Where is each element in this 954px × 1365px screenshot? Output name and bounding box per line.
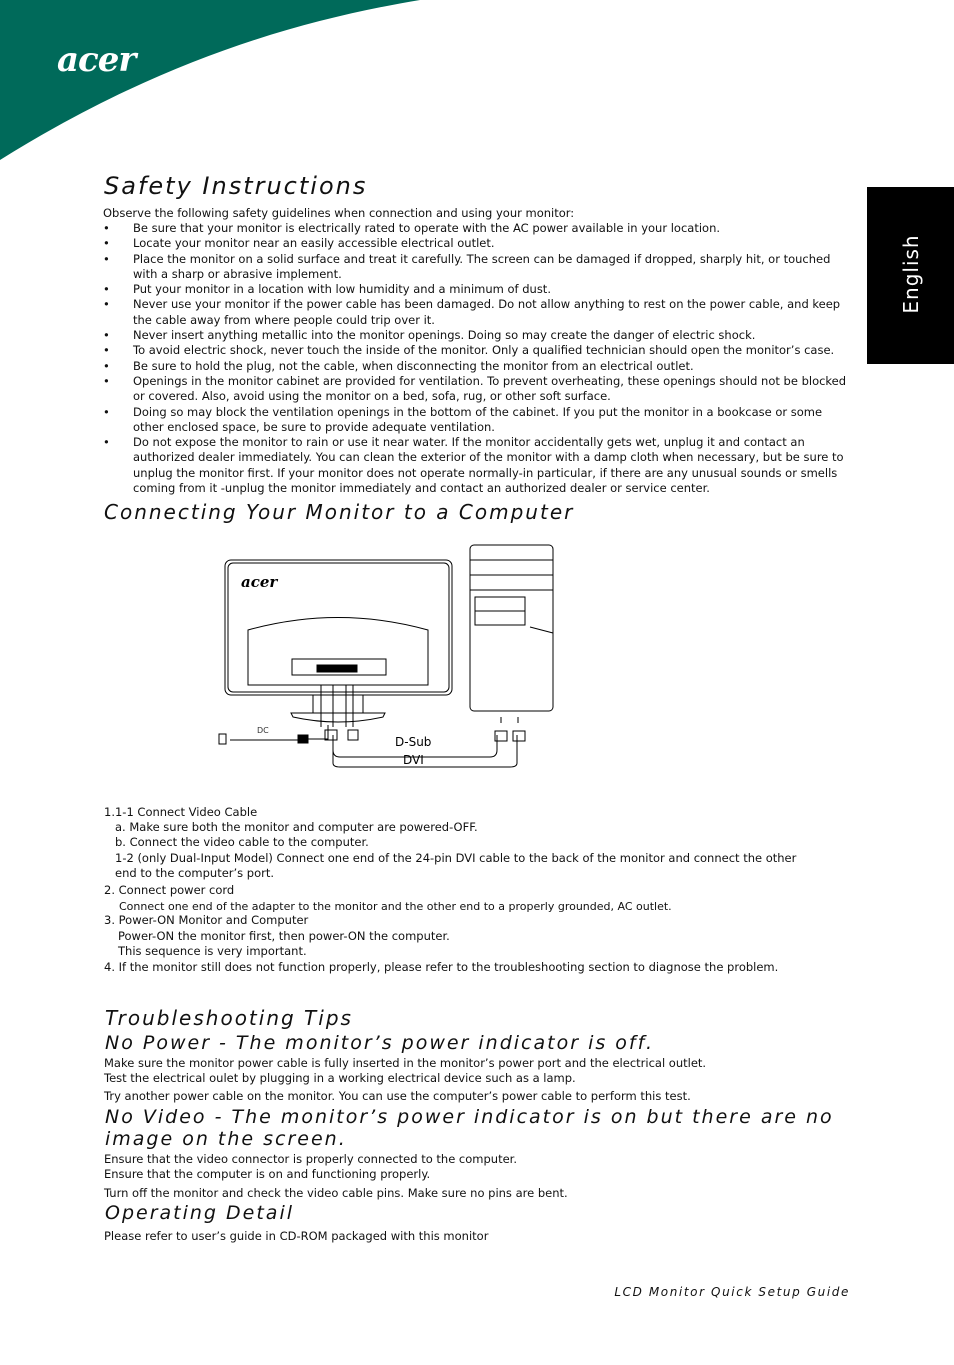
no-power-line: Make sure the monitor power cable is fully inserted in the monitor’s power port and the electrical outlet. bbox=[104, 1056, 707, 1070]
list-item: • Be sure to hold the plug, not the cable, when disconnecting the monitor from an electrical outlet. bbox=[103, 359, 853, 374]
operating-line: Please refer to user’s guide in CD-ROM packaged with this monitor bbox=[104, 1229, 489, 1243]
step-text: 4. If the monitor still does not function properly, please refer to the troubleshooting section to diagnose the problem. bbox=[104, 960, 779, 974]
safety-list bbox=[103, 221, 853, 496]
step-text: 1-2 (only Dual-Input Model) Connect one end of the 24-pin DVI cable to the back of the monitor and connect the other bbox=[115, 851, 797, 865]
operating-title: Operating Detail bbox=[105, 1202, 295, 1224]
list-item: • Be sure that your monitor is electrically rated to operate with the AC power available in your location. bbox=[103, 221, 853, 236]
safety-title: Safety Instructions bbox=[104, 172, 368, 200]
no-video-title: No Video - The monitor’s power indicator is on but there are no bbox=[105, 1106, 834, 1128]
header-banner bbox=[0, 0, 954, 170]
no-video-line: Turn off the monitor and check the video cable pins. Make sure no pins are bent. bbox=[104, 1186, 568, 1200]
step-text: Connect one end of the adapter to the monitor and the other end to a properly grounded, AC outlet. bbox=[119, 900, 672, 913]
connecting-title: Connecting Your Monitor to a Computer bbox=[104, 500, 575, 524]
troubleshooting-title: Troubleshooting Tips bbox=[105, 1006, 353, 1030]
step-text: 3. Power-ON Monitor and Computer bbox=[104, 913, 309, 927]
language-tab-label: English bbox=[899, 234, 923, 314]
step-text: 1.1-1 Connect Video Cable bbox=[104, 805, 258, 819]
list-item: • Never use your monitor if the power cable has been damaged. Do not allow anything to rest on the power cable, and keep the cable away from where people could trip over it. bbox=[103, 297, 853, 328]
footer-title: LCD Monitor Quick Setup Guide bbox=[614, 1285, 850, 1299]
computer-tower-illustration bbox=[470, 545, 553, 723]
list-item: • Place the monitor on a solid surface and treat it carefully. The screen can be damaged if dropped, sharply hit, or touched with a sharp or abrasive implement. bbox=[103, 252, 853, 283]
no-power-line: Try another power cable on the monitor. You can use the computer’s power cable to perform this test. bbox=[104, 1089, 691, 1103]
list-item: • Openings in the monitor cabinet are provided for ventilation. To prevent overheating, these openings should not be blocked or covered. Also, avoid using the monitor on a bed, sofa, rug, or other soft surface. bbox=[103, 374, 853, 405]
step-text: Power-ON the monitor first, then power-ON the computer. bbox=[118, 929, 450, 943]
list-item: • Never insert anything metallic into the monitor openings. Doing so may create the danger of electric shock. bbox=[103, 328, 853, 343]
step-text: 2. Connect power cord bbox=[104, 883, 235, 897]
diagram-logo: acer bbox=[241, 573, 278, 591]
acer-logo: acer bbox=[57, 40, 136, 80]
dvi-label: DVI bbox=[403, 753, 424, 767]
step-text: This sequence is very important. bbox=[118, 944, 307, 958]
list-item: • Doing so may block the ventilation openings in the bottom of the cabinet. If you put the monitor in a bookcase or some other enclosed space, be sure to provide adequate ventilation. bbox=[103, 405, 853, 436]
no-video-line: Ensure that the video connector is properly connected to the computer. bbox=[104, 1152, 517, 1166]
dc-label: DC bbox=[257, 726, 269, 735]
no-video-title-cont: image on the screen. bbox=[105, 1128, 347, 1150]
list-item: • Locate your monitor near an easily accessible electrical outlet. bbox=[103, 236, 853, 251]
safety-intro: Observe the following safety guidelines when connection and using your monitor: bbox=[103, 206, 575, 220]
list-item: • To avoid electric shock, never touch the inside of the monitor. Only a qualified technician should open the monitor’s case. bbox=[103, 343, 853, 358]
connection-diagram bbox=[205, 535, 565, 775]
dsub-label: D-Sub bbox=[395, 735, 432, 749]
no-video-line: Ensure that the computer is on and functioning properly. bbox=[104, 1167, 431, 1181]
no-power-line: Test the electrical oulet by plugging in a working electrical device such as a lamp. bbox=[104, 1071, 576, 1085]
step-text: b. Connect the video cable to the computer. bbox=[115, 835, 369, 849]
step-text: a. Make sure both the monitor and computer are powered-OFF. bbox=[115, 820, 478, 834]
list-item: • Put your monitor in a location with low humidity and a minimum of dust. bbox=[103, 282, 853, 297]
no-power-title: No Power - The monitor’s power indicator is off. bbox=[105, 1032, 654, 1054]
list-item: • Do not expose the monitor to rain or use it near water. If the monitor accidentally gets wet, unplug it and contact an authorized dealer immediately. You can clean the exterior of the monitor with a damp cloth when necessary, but be sure to unplug the monitor first. If your monitor does not operate normally-in particular, if there are any unusual sounds or smells coming from it -unplug the monitor immediately and contact an authorized dealer or service center. bbox=[103, 435, 853, 496]
step-text: end to the computer’s port. bbox=[115, 866, 275, 880]
